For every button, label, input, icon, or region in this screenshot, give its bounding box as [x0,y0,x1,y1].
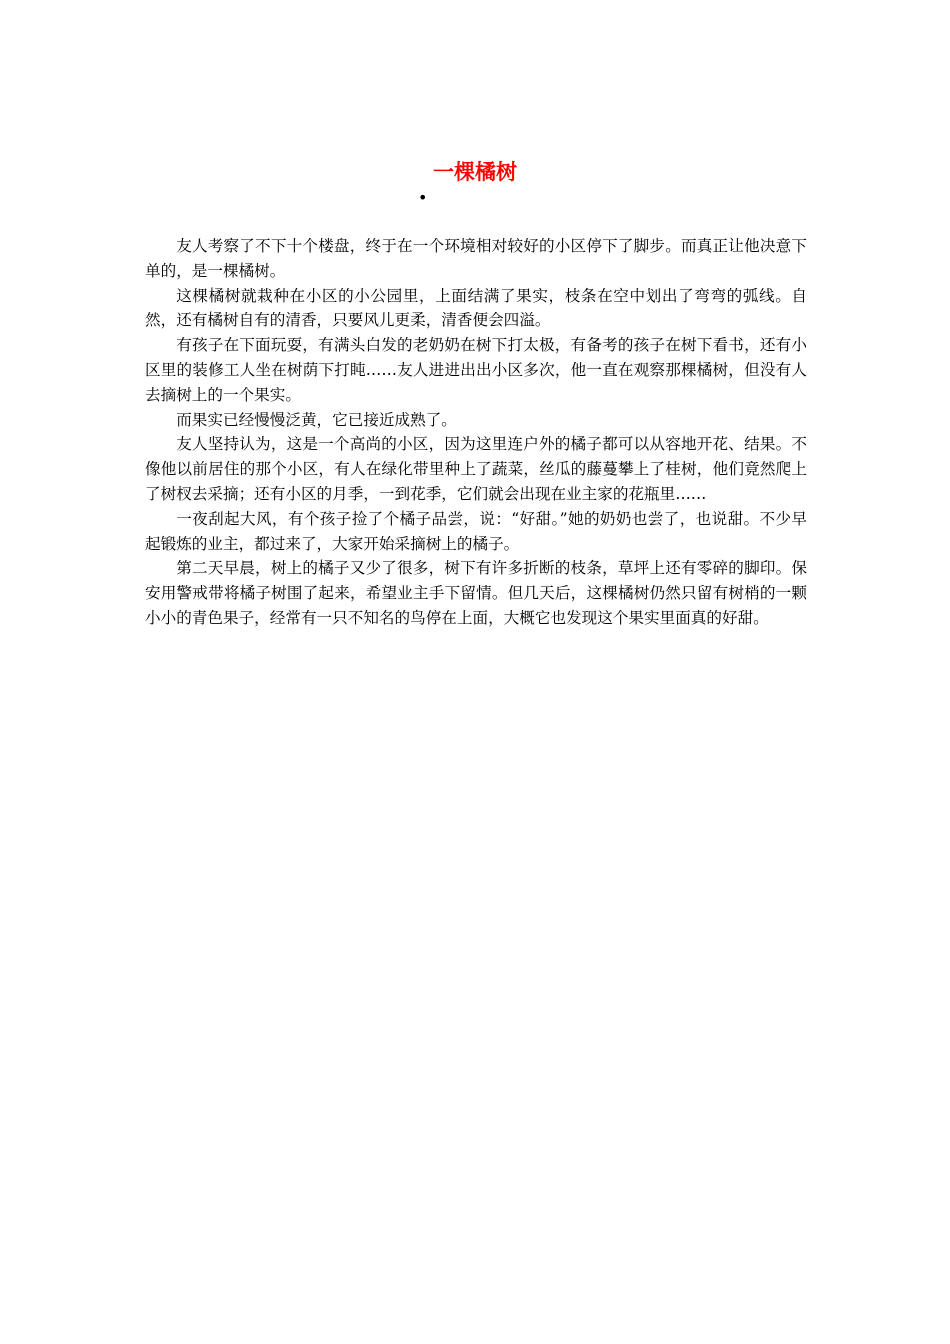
document-title: 一棵橘树 [433,159,517,184]
paragraph: 友人考察了不下十个楼盘，终于在一个环境相对较好的小区停下了脚步。而真正让他决意下单的，是一棵橘树。 [145,237,807,280]
paragraph: 第二天早晨，树上的橘子又少了很多，树下有许多折断的枝条，草坪上还有零碎的脚印。保安用警戒带将橘子树围了起来，希望业主手下留情。但几天后，这棵橘树仍然只留有树梢的一颗小小的青色果子，经常有一只不知名的鸟停在上面，大概它也发现这个果实里面真的好甜。 [145,559,807,627]
paragraph: 这棵橘树就栽种在小区的小公园里，上面结满了果实，枝条在空中划出了弯弯的弧线。自然，还有橘树自有的清香，只要风儿更柔，清香便会四溢。 [145,286,807,330]
paragraph: 有孩子在下面玩耍，有满头白发的老奶奶在树下打太极，有备考的孩子在树下看书，还有小区里的装修工人坐在树荫下打盹……友人进进出出小区多次，他一直在观察那棵橘树，但没有人去摘树上的一个果实。 [145,336,807,404]
article-body [145,234,807,631]
paragraph: 一夜刮起大风，有个孩子捡了个橘子品尝，说：“好甜。”她的奶奶也尝了，也说甜。不少早起锻炼的业主，都过来了，大家开始采摘树上的橘子。 [145,509,807,553]
paragraph: 而果实已经慢慢泛黄，它已接近成熟了。 [176,410,457,429]
paragraph: 友人坚持认为，这是一个高尚的小区，因为这里连户外的橘子都可以从容地开花、结果。不像他以前居住的那个小区，有人在绿化带里种上了蔬菜，丝瓜的藤蔓攀上了桂树，他们竟然爬上了树杈去采摘；还有小区的月季，一到花季，它们就会出现在业主家的花瓶里…… [145,435,807,503]
bullet-mark: • [418,188,428,207]
